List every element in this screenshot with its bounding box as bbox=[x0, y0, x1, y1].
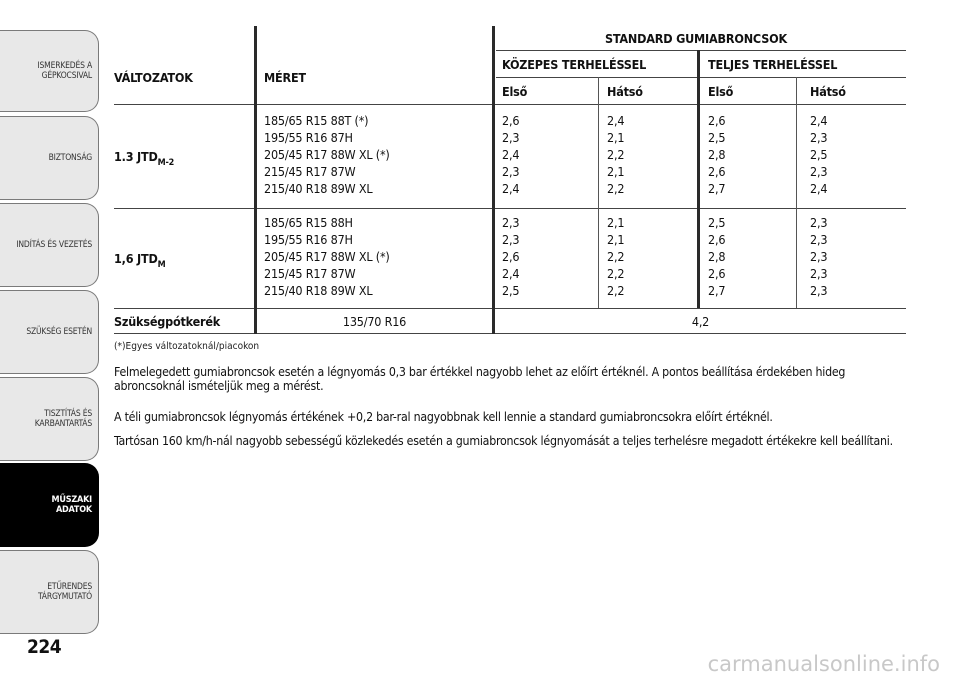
page-number: 224 bbox=[27, 636, 62, 658]
variant-label: 1.3 $JTD_{M-2}$ bbox=[114, 149, 175, 168]
table-title: STANDARD GUMIABRONCSOK bbox=[605, 31, 787, 46]
header-variants: VÁLTOZATOK bbox=[114, 70, 193, 85]
header-full-front: Első bbox=[708, 84, 734, 99]
header-medium-rear: Hátsó bbox=[607, 84, 643, 99]
rule bbox=[114, 333, 906, 334]
rule bbox=[114, 208, 906, 209]
medium-rear-values: 2,4 2,1 2,2 2,1 2,2 bbox=[607, 113, 625, 196]
tab-muszaki-adatok[interactable]: MŰSZAKI ADATOK bbox=[0, 463, 99, 547]
spare-wheel-pressure: 4,2 bbox=[691, 314, 710, 329]
header-full-load: TELJES TERHELÉSSEL bbox=[708, 57, 838, 72]
rule bbox=[496, 77, 906, 78]
tab-tisztitas[interactable]: TISZTÍTÁS ÉS KARBANTARTÁS bbox=[0, 377, 99, 461]
rule bbox=[114, 308, 906, 309]
footnote: (*)Egyes változatoknál/piacokon bbox=[114, 341, 260, 352]
medium-front-values: 2,3 2,3 2,6 2,4 2,5 bbox=[502, 215, 520, 298]
size-list: 185/65 R15 88T (*) 195/55 R16 87H 205/45 R17 88W XL (*) 215/45 R17 87W 215/40 R18 89W XL bbox=[264, 113, 390, 196]
full-rear-values: 2,3 2,3 2,3 2,3 2,3 bbox=[810, 215, 828, 298]
watermark: carmanualsonline.info bbox=[707, 652, 940, 676]
tab-biztonsag[interactable]: BIZTONSÁG bbox=[0, 116, 99, 200]
paragraph-winter-tyres: A téli gumiabroncsok légnyomás értékének +0,2 bar-ral nagyobbnak kell lennie a standard gumiabroncsokra előírt értéknél. bbox=[114, 410, 773, 424]
tire-pressure-table bbox=[114, 26, 906, 334]
tab-inditas[interactable]: INDÍTÁS ÉS VEZETÉS bbox=[0, 203, 99, 287]
header-size: MÉRET bbox=[264, 70, 306, 85]
variant-label: 1,6 $JTD_M$ bbox=[114, 251, 166, 270]
paragraph-warm-tyres: Felmelegedett gumiabroncsok esetén a légnyomás 0,3 bar értékkel nagyobb lehet az előírt értéknél. A pontos beállítása érdekében hideg abroncsoknál ismételjük meg a mérést. bbox=[114, 365, 846, 393]
paragraph-high-speed: Tartósan 160 km/h-nál nagyobb sebességű közlekedés esetén a gumiabroncsok légnyomását a teljes terhelésre megadott értékekre kell beállítani. bbox=[114, 434, 893, 448]
full-rear-values: 2,4 2,3 2,5 2,3 2,4 bbox=[810, 113, 828, 196]
header-medium-load: KÖZEPES TERHELÉSSEL bbox=[502, 57, 647, 72]
column-divider bbox=[598, 77, 599, 308]
tab-ismerkedes[interactable]: ISMERKEDÉS A GÉPKOCSIVAL bbox=[0, 30, 99, 112]
column-divider bbox=[254, 26, 257, 334]
size-list: 185/65 R15 88H 195/55 R16 87H 205/45 R17 88W XL (*) 215/45 R17 87W 215/40 R18 89W XL bbox=[264, 215, 390, 298]
full-front-values: 2,6 2,5 2,8 2,6 2,7 bbox=[708, 113, 726, 196]
column-divider bbox=[697, 50, 700, 308]
medium-front-values: 2,6 2,3 2,4 2,3 2,4 bbox=[502, 113, 520, 196]
rule bbox=[496, 50, 906, 51]
tab-szukseg[interactable]: SZÜKSÉG ESETÉN bbox=[0, 290, 99, 374]
tab-targymutato[interactable]: ETŰRENDES TÁRGYMUTATÓ bbox=[0, 550, 99, 634]
spare-wheel-size: 135/70 R16 bbox=[342, 314, 407, 329]
rule bbox=[114, 104, 906, 105]
column-divider bbox=[796, 77, 797, 308]
header-full-rear: Hátsó bbox=[810, 84, 846, 99]
column-divider bbox=[492, 26, 495, 334]
spare-wheel-label: Szükségpótkerék bbox=[114, 314, 221, 329]
full-front-values: 2,5 2,6 2,8 2,6 2,7 bbox=[708, 215, 726, 298]
header-medium-front: Első bbox=[502, 84, 528, 99]
chapter-tabs bbox=[0, 0, 100, 686]
medium-rear-values: 2,1 2,1 2,2 2,2 2,2 bbox=[607, 215, 625, 298]
